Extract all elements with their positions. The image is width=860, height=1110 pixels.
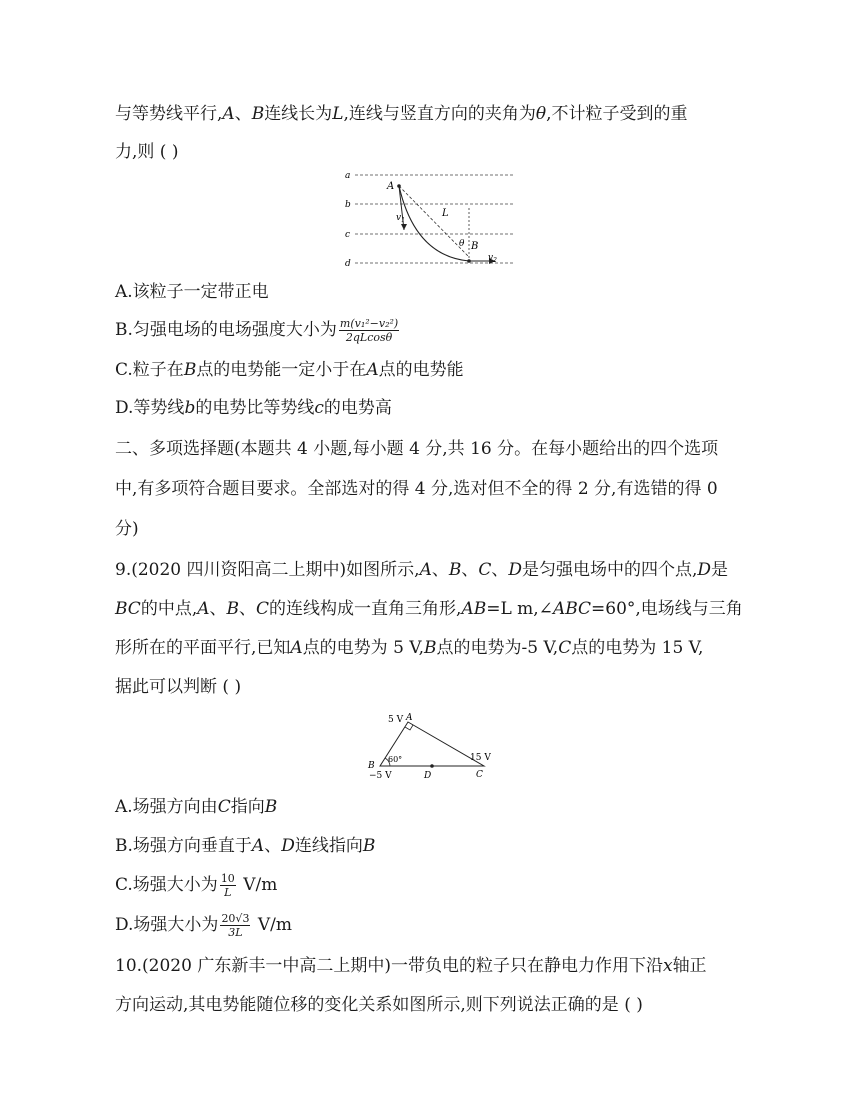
q9-option-D: D.场强大小为 $\frac{20√3}{3L}$ V/m	[115, 912, 292, 939]
q8-option-D: D.等势线b的电势比等势线c的电势高	[115, 398, 392, 418]
q9-stem-line1: 9.(2020 四川资阳高二上期中)如图所示,A、B、C、D是匀强电场中的四个点,D是	[115, 560, 729, 580]
q8-option-B: B.匀强电场的电场强度大小为 $\frac{\text{m(v₁²−v₂²)}}{2qLcos\theta}$	[115, 317, 399, 344]
trajectory	[399, 186, 469, 261]
label-A: A	[406, 713, 413, 723]
triangle-figure	[364, 710, 500, 782]
label-v1: $v_1$	[396, 213, 405, 224]
label-a: a	[345, 171, 351, 181]
q9-option-C: C.场强大小为 $\frac{10}{L}$ V/m	[115, 872, 278, 899]
fraction: $\frac{\text{m(v₁²−v₂²)}}{2qLcos\theta}$	[339, 317, 399, 344]
label-theta: θ	[459, 239, 465, 249]
section2-line1: 二、多项选择题(本题共 4 小题,每小题 4 分,共 16 分。在每小题给出的四个选项	[115, 439, 719, 459]
q9-option-A: A.场强方向由C指向B	[115, 797, 278, 817]
q8-stem-line2: 力,则 ( )	[115, 142, 179, 162]
label-vA: 5 V	[388, 715, 404, 725]
section2-line2: 中,有多项符合题目要求。全部选对的得 4 分,选对但不全的得 2 分,有选错的得 0	[115, 479, 718, 499]
label-c: c	[345, 230, 351, 240]
q10-stem-line2: 方向运动,其电势能随位移的变化关系如图所示,则下列说法正确的是 ( )	[115, 995, 643, 1015]
point-A	[397, 184, 401, 188]
q8-stem-line1: 与等势线平行,A、B连线长为L,连线与竖直方向的夹角为θ,不计粒子受到的重	[115, 104, 688, 124]
label-angle: 60°	[388, 755, 403, 764]
label-b: b	[345, 200, 351, 210]
label-B: B	[368, 761, 375, 771]
label-B: B	[471, 241, 479, 252]
v1-arrowhead	[401, 224, 407, 230]
label-vC: 15 V	[470, 753, 491, 763]
label-C: C	[476, 770, 483, 780]
q8-option-C: C.粒子在B点的电势能一定小于在A点的电势能	[115, 360, 464, 380]
q9-option-B: B.场强方向垂直于A、D连线指向B	[115, 836, 376, 856]
q8-option-A: A.该粒子一定带正电	[115, 282, 269, 302]
q9-stem-line3: 形所在的平面平行,已知A点的电势为 5 V,B点的电势为-5 V,C点的电势为 15 V,	[115, 638, 704, 658]
equipotential-figure	[345, 168, 515, 270]
section2-line3: 分)	[115, 519, 139, 539]
label-vB: −5 V	[369, 771, 392, 781]
point-D	[430, 764, 434, 768]
label-A: A	[387, 181, 395, 192]
fraction: $\frac{20√3}{3L}$	[221, 912, 250, 939]
q10-stem-line1: 10.(2020 广东新丰一中高二上期中)一带负电的粒子只在静电力作用下沿x轴正	[115, 956, 707, 976]
fraction: $\frac{10}{L}$	[220, 872, 235, 899]
q9-stem-line2: BC的中点,A、B、C的连线构成一直角三角形,AB=L m,∠ABC=60°,电场线与三角	[115, 599, 743, 619]
point-B	[467, 259, 471, 263]
q9-stem-line4: 据此可以判断 ( )	[115, 677, 242, 697]
label-L: L	[442, 208, 449, 219]
label-D: D	[424, 771, 432, 781]
label-d: d	[345, 259, 351, 269]
label-v2: $v_2$	[488, 253, 497, 264]
